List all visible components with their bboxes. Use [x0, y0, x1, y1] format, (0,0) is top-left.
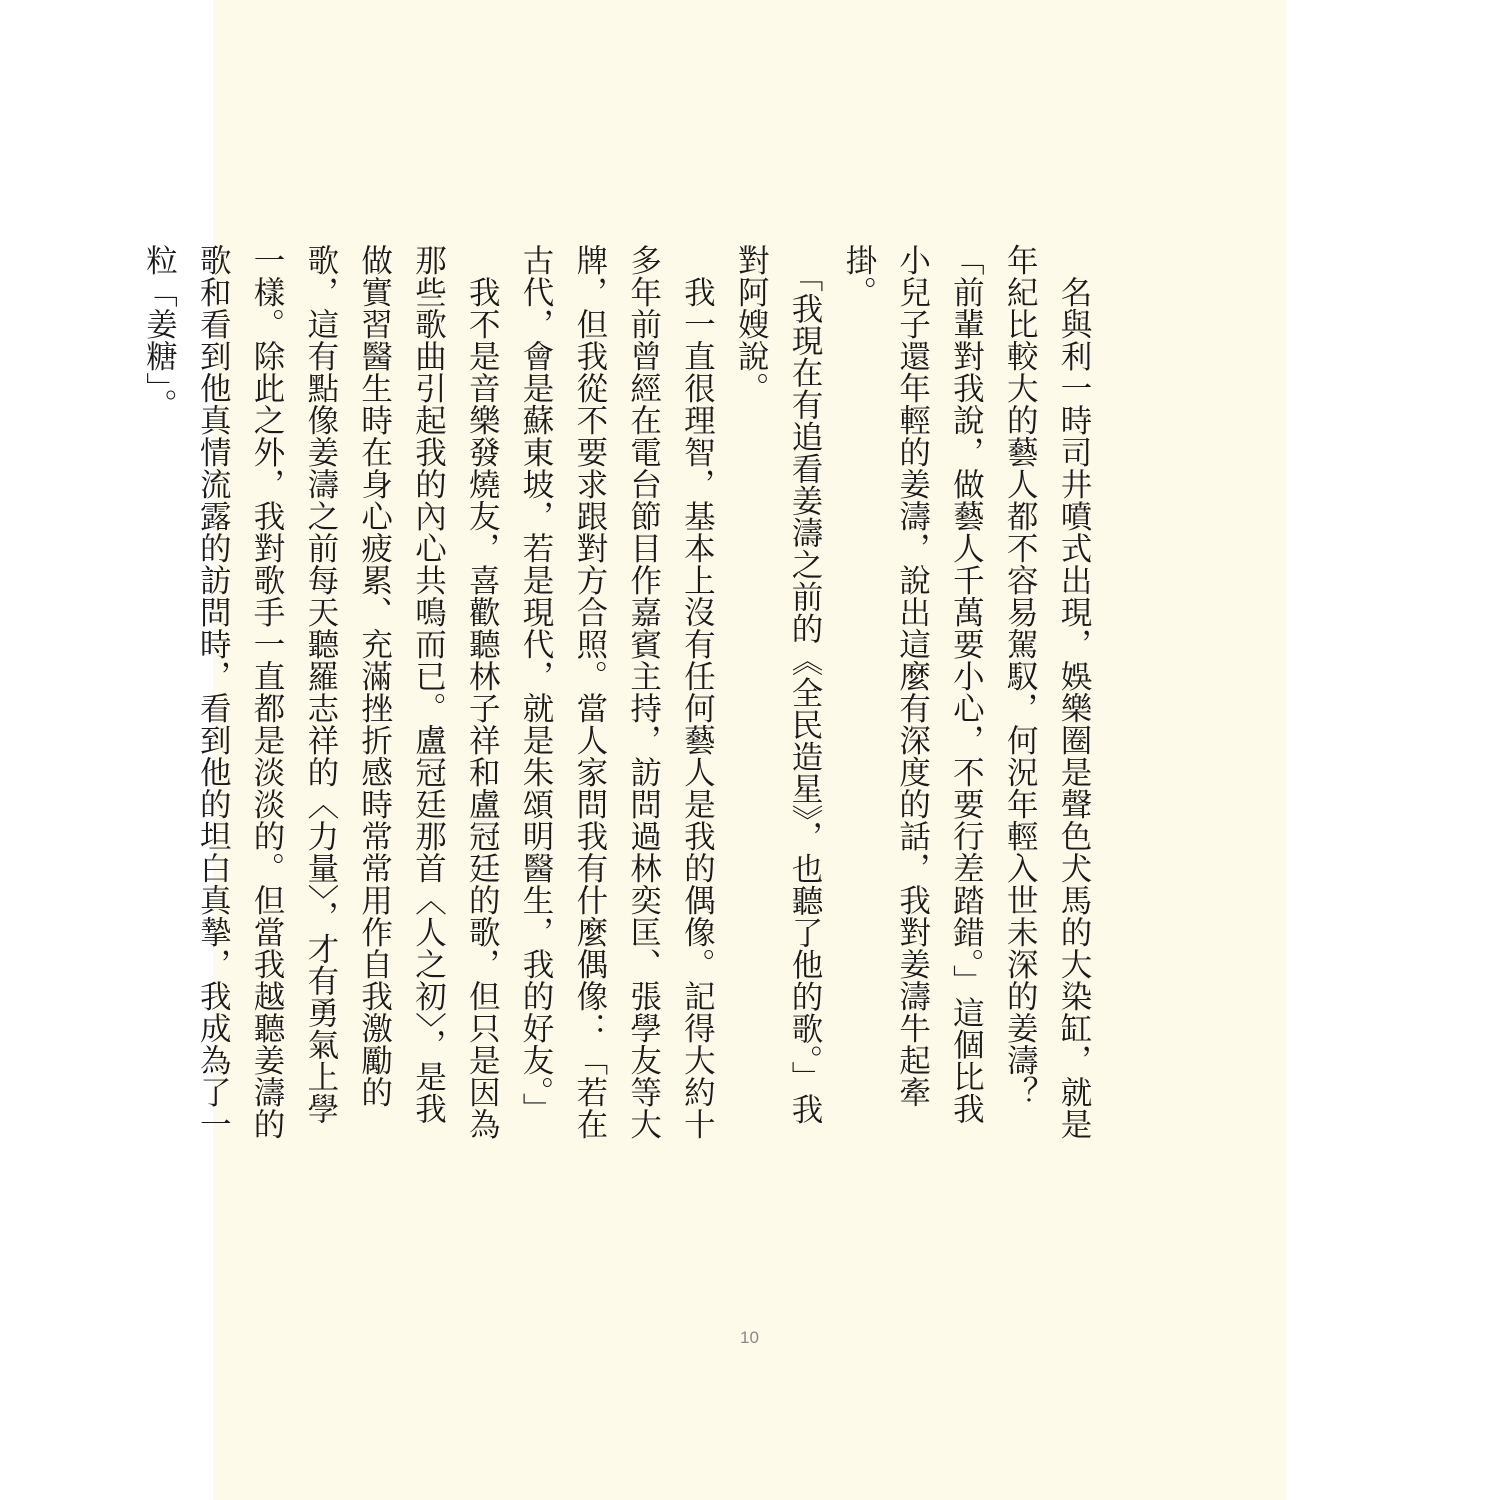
paragraph-1: 名與利一時司井噴式出現，娛樂圈是聲色犬馬的大染缸，就是年紀比較大的藝人都不容易駕馭，何況年輕入世未深的姜濤？「前輩對我說，做藝人千萬要小心，不要行差踏錯。」這個比我小兒子還年輕的姜濤，說出這麼有深度的話，我對姜濤牛起牽掛。 — [840, 244, 1092, 1140]
vertical-text-body — [132, 244, 1100, 1144]
paragraph-4: 我不是音樂發燒友，喜歡聽林子祥和盧冠廷的歌，但只是因為那些歌曲引起我的內心共鳴而已。盧冠廷那首〈人之初〉，是我做實習醫生時在身心疲累、充滿挫折感時常常用作自我激勵的歌，這有點像姜濤之前每天聽羅志祥的〈力量〉，才有勇氣上學一樣。除此之外，我對歌手一直都是淡淡的。但當我越聽姜濤的歌和看到他真情流露的訪問時，看到他的坦白真摯，我成為了一粒「姜糖」。 — [141, 244, 501, 1140]
paragraph-3: 我一直很理智，基本上沒有任何藝人是我的偶像。記得大約十多年前曾經在電台節目作嘉賓主持，訪問過林奕匡、張學友等大牌，但我從不要求跟對方合照。當人家問我有什麼偶像：「若在古代，會是蘇東坡，若是現代，就是朱頌明醫生，我的好友。」 — [518, 244, 716, 1140]
paragraph-2: 「我現在有追看姜濤之前的《全民造星》，也聽了他的歌。」我對阿嫂說。 — [733, 244, 824, 1125]
page-number: 10 — [740, 1328, 759, 1347]
book-page — [141, 0, 1286, 1500]
